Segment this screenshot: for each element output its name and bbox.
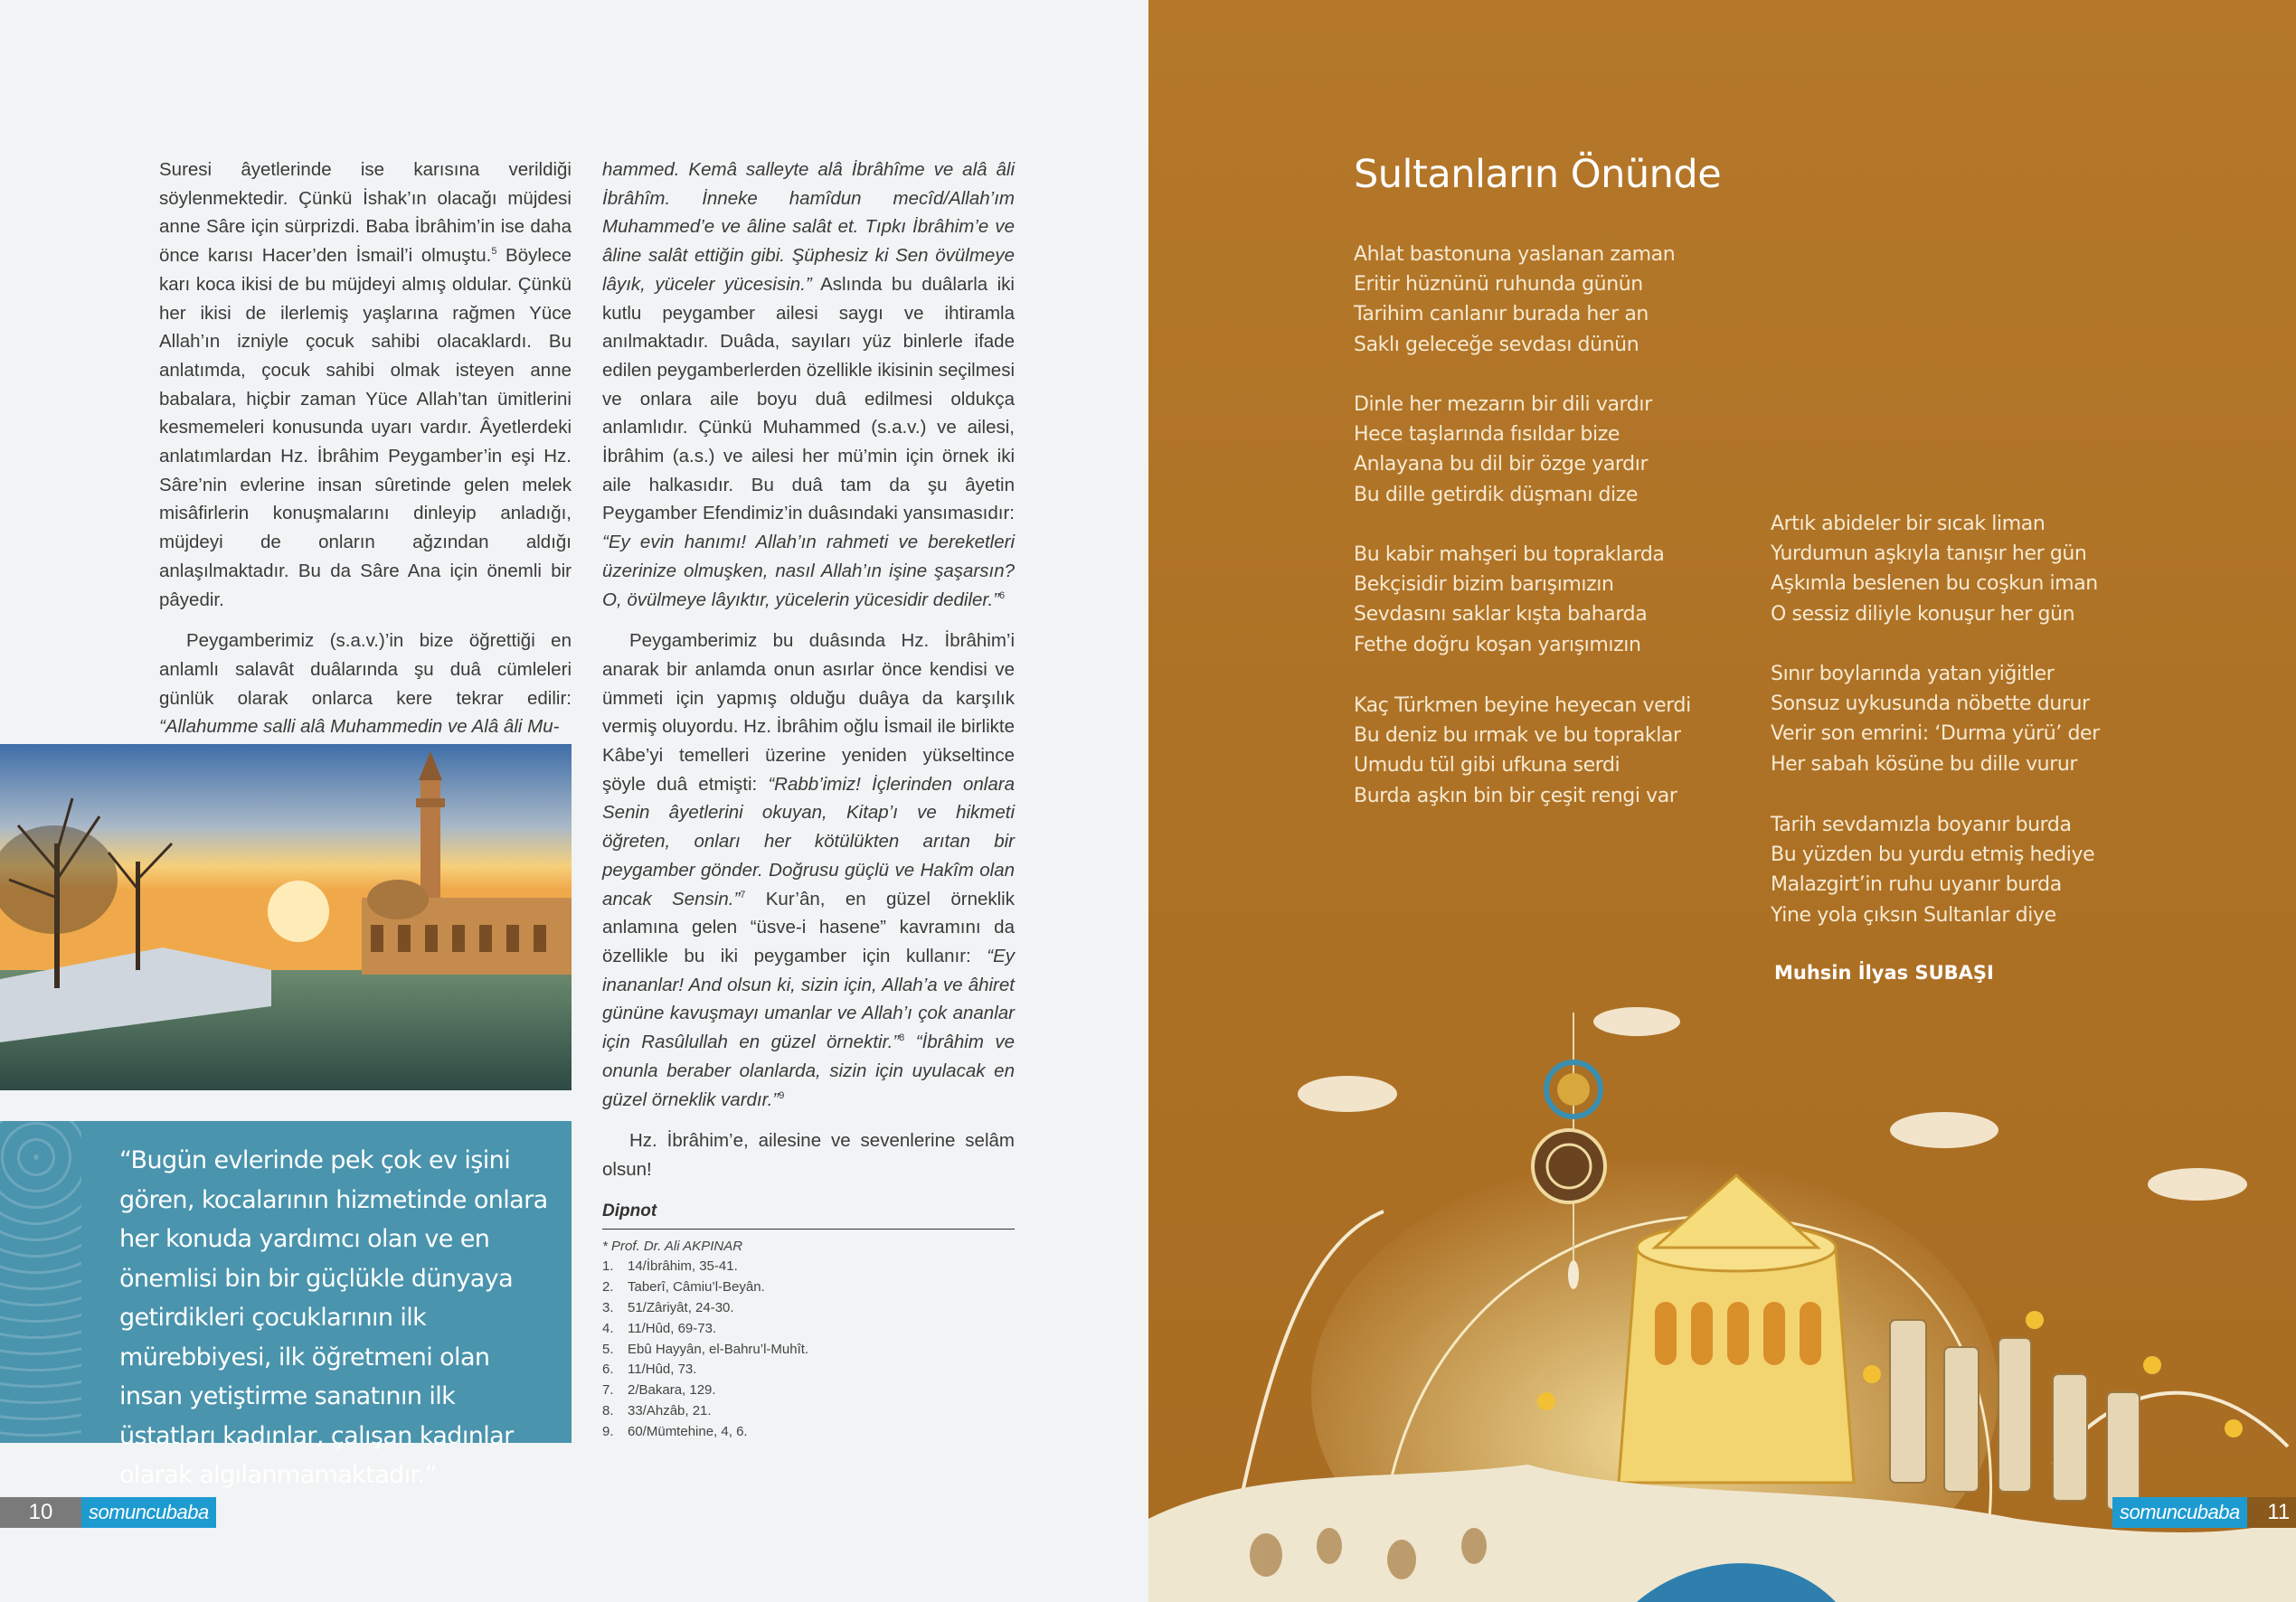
footnote-text: 2/Bakara, 129. bbox=[628, 1382, 716, 1399]
footnote-text: 51/Zâriyât, 24-30. bbox=[628, 1299, 734, 1315]
footnote-item bbox=[602, 1422, 1015, 1443]
italic-text: “Ey inananlar! And olsun ki, sizin için, Allah’a ve âhiret gününe kavuşmayı umanlar ve Allah’ı çok ananlar için Rasûlullah en güzel örnektir.” bbox=[602, 945, 1015, 1053]
footer-right bbox=[2112, 1497, 2296, 1528]
poem-line: Her sabah kösüne bu dille vurur bbox=[1771, 752, 2078, 776]
footnote-item bbox=[602, 1401, 1015, 1422]
body-text: Suresi âyetlerinde ise karısına verildiği söylenmektedir. Çünkü İshak’ın olacağı müjdesi anne Sâre için sürprizdi. Baba İbrâhim’in ise daha önce karısı Hacer’den İsmail’i olmuştu. bbox=[159, 159, 572, 267]
mosque-pool-illustration bbox=[0, 744, 572, 1090]
footnote-number: 6. bbox=[602, 1362, 614, 1378]
footnote-text: Taberî, Câmiu’l-Beyân. bbox=[628, 1279, 765, 1296]
poem-title: Sultanların Önünde bbox=[1354, 152, 1722, 197]
footnote-ref: 6 bbox=[999, 589, 1006, 601]
footnote-text: 11/Hûd, 69-73. bbox=[628, 1320, 717, 1336]
footnotes-list bbox=[602, 1257, 1015, 1442]
footnote-text: 60/Mümtehine, 4, 6. bbox=[628, 1423, 748, 1439]
poem-line: Tarihim canlanır burada her an bbox=[1354, 303, 1649, 326]
poem-line: Bu yüzden bu yurdu etmiş hediye bbox=[1771, 843, 2095, 867]
italic-text: “Rabb’imiz! İçlerinden onlara Senin âyetlerini okuyan, Kitap’ı ve hikmeti öğreten, onları her kötülükten arıtan bir peygamber gönder. Doğrusu güçlü ve Hakîm olan ancak Sensin.” bbox=[602, 773, 1015, 909]
poem-line: Bu kabir mahşeri bu topraklarda bbox=[1354, 543, 1665, 566]
poem-line: O sessiz diliyle konuşur her gün bbox=[1771, 602, 2075, 626]
poem-line: Artık abideler bir sıcak liman bbox=[1771, 513, 2046, 535]
paragraph bbox=[602, 155, 1015, 614]
italic-text: hammed. Kemâ salleyte alâ İbrâhîme ve alâ âli İbrâhîm. İnneke hamîdun mecîd/Allah’ım Muhammed’e ve âline salât et. Tıpkı İbrâhim’e ve âline salât ettiğin gibi. Şüphesiz ki Sen övülmeye lâyık, yüceler yücesisin.” bbox=[602, 159, 1015, 295]
footnote-ref: 8 bbox=[899, 1032, 905, 1044]
ornamental-pattern bbox=[0, 1121, 81, 1443]
poem-line: Sonsuz uykusunda nöbette durur bbox=[1771, 693, 2090, 716]
footnote-item bbox=[602, 1277, 1015, 1298]
footnote-item bbox=[602, 1381, 1015, 1401]
poem-line: Aşkımla beslenen bu coşkun iman bbox=[1771, 572, 2098, 596]
body-text: Peygamberimiz bu duâsında Hz. İbrâhim’i anarak bir anlamda onun asırlar önce kendisi ve ümmeti için yapmış olduğu duâya da karşılık vermiş oluyordu. Hz. İbrâhim oğlu İsmail ile birlikte Kâbe’yi temelleri üzerine yeniden yükseltince şöyle duâ etmişti: bbox=[602, 630, 1015, 795]
body-text: Hz. İbrâhim’e, ailesine ve sevenlerine selâm olsun! bbox=[602, 1130, 1015, 1180]
right-page bbox=[1148, 0, 2296, 1602]
poem-line: Umudu tül gibi ufkuna serdi bbox=[1354, 754, 1620, 777]
poem-line: Anlayana bu dil bir özge yardır bbox=[1354, 453, 1649, 476]
poem-stanza bbox=[1354, 540, 1665, 660]
poem-line: Tarih sevdamızla boyanır burda bbox=[1771, 814, 2072, 836]
poem-stanza bbox=[1771, 509, 2098, 629]
footnote-number: 9. bbox=[602, 1423, 614, 1439]
brand-logo: somuncubaba bbox=[81, 1497, 216, 1528]
brand-logo: somuncubaba bbox=[2112, 1497, 2247, 1528]
poem-line: Bu deniz bu ırmak ve bu topraklar bbox=[1354, 724, 1681, 748]
footnote-item bbox=[602, 1319, 1015, 1340]
pull-quote-box bbox=[0, 1121, 572, 1489]
footnote-number: 8. bbox=[602, 1402, 614, 1418]
body-text: Kur’ân, en güzel örneklik anlamına gelen “üsve-i hasene” kavramını da özellikle bu iki peygamber için kullanır: bbox=[602, 888, 1015, 966]
poem-line: Burda aşkın bin bir çeşit rengi var bbox=[1354, 784, 1677, 807]
author-credit: * Prof. Dr. Ali AKPINAR bbox=[602, 1239, 743, 1255]
poem-line: Hece taşlarında fısıldar bize bbox=[1354, 423, 1620, 447]
footnote-ref: 9 bbox=[779, 1089, 785, 1101]
page-number: 11 bbox=[2247, 1497, 2296, 1528]
poem-line: Fethe doğru koşan yarışımızın bbox=[1354, 633, 1641, 656]
poem-line: Yurdumun aşkıyla tanışır her gün bbox=[1771, 542, 2087, 566]
footnotes-title: Dipnot bbox=[602, 1201, 657, 1220]
body-text: Aslında bu duâlarla iki kutlu peygamber ailesi saygı ve ihtiramla anılmaktadır. Duâda, sayıları yüz binlerle ifade edilen peygamberlerden özellikle ikisinin seçilmesi ve onlara aile boyu duâ edilmesi oldukça anlamlıdır. Çünkü Muhammed (s.a.v.) ve ailesi, İbrâhim (a.s.) ve ailesi her mü’min için örnek iki aile halkasıdır. Bu duâ tam da şu âyetin Peygamber Efendimiz’in duâsındaki yansımasıdır: bbox=[602, 273, 1015, 524]
footer-left bbox=[0, 1497, 216, 1528]
footnote-item bbox=[602, 1340, 1015, 1361]
italic-text: “İbrâhim ve onunla beraber olanlarda, sizin için uyulacak en güzel örneklik vardır.” bbox=[602, 1032, 1015, 1110]
poem-line: Yine yola çıksın Sultanlar diye bbox=[1771, 903, 2056, 927]
footnote-text: 14/İbrâhim, 35-41. bbox=[628, 1258, 738, 1275]
footnote-item bbox=[602, 1257, 1015, 1277]
poem-line: Kaç Türkmen beyine heyecan verdi bbox=[1354, 694, 1691, 717]
poet-name: Muhsin İlyas SUBAŞI bbox=[1774, 962, 1994, 984]
poem-stanza bbox=[1354, 691, 1691, 811]
italic-text: “Allahumme salli alâ Muhammedin ve Alâ âli Mu- bbox=[159, 716, 560, 738]
footnote-text: Ebû Hayyân, el-Bahru’l-Muhît. bbox=[628, 1341, 809, 1357]
footnote-text: 33/Ahzâb, 21. bbox=[628, 1402, 712, 1418]
footnote-number: 3. bbox=[602, 1299, 614, 1315]
poem-line: Eritir hüznünü ruhunda günün bbox=[1354, 273, 1643, 297]
poem-line: Verir son emrini: ‘Durma yürü’ der bbox=[1771, 722, 2100, 746]
footnotes-divider bbox=[602, 1229, 1015, 1230]
text-column-2 bbox=[602, 155, 1015, 1442]
italic-text: “Ey evin hanımı! Allah’ın rahmeti ve bereketleri üzerinize olmuşken, nasıl Allah’ın işine şaşarsın? O, övülmeye lâyıktır, yücelerin yücesidir dediler.” bbox=[602, 532, 1015, 610]
poem-line: Bu dille getirdik düşmanı dize bbox=[1354, 483, 1639, 506]
paragraph bbox=[602, 1126, 1015, 1183]
footnote-number: 5. bbox=[602, 1341, 614, 1357]
text-column-1 bbox=[159, 155, 572, 741]
paragraph bbox=[159, 627, 572, 741]
poem-stanza bbox=[1771, 659, 2100, 779]
poem-line: Saklı geleceğe sevdası dünün bbox=[1354, 333, 1639, 356]
footnote-item bbox=[602, 1360, 1015, 1381]
poem-stanza bbox=[1771, 810, 2094, 930]
poem-line: Sınır boylarında yatan yiğitler bbox=[1771, 663, 2055, 685]
body-text: Böylece karı koca ikisi de bu müjdeyi almış oldular. Çünkü her ikisi de ilerlemiş yaşlarına rağmen Yüce Allah’ın izniyle çocuk sahibi olacaklardı. Bu anlatımda, çocuk sahibi olmak isteyen anne babalara, hiçbir zaman Yüce Allah’tan ümitlerini kesmemeleri konusunda uyarı vardır. Âyetlerdeki anlatımlardan Hz. İbrâhim Peygamber’in eşi Hz. Sâre’nin evlerine insan sûretinde gelen melek misâfirlerin konuşmalarını dinleyip anladığı, müjdeyi de onların ağzından aldığı anlaşılmaktadır. Bu da Sâre Ana için önemli bir pâyedir. bbox=[159, 245, 572, 610]
paragraph bbox=[602, 627, 1015, 1114]
page-number: 10 bbox=[0, 1497, 81, 1528]
footnote-number: 2. bbox=[602, 1279, 614, 1296]
footnote-number: 7. bbox=[602, 1382, 614, 1399]
poem-line: Bekçisidir bizim barışımızın bbox=[1354, 573, 1614, 597]
footnote-number: 4. bbox=[602, 1320, 614, 1336]
body-text: Peygamberimiz (s.a.v.)’in bize öğrettiği en anlamlı salavât duâlarında şu duâ cümleleri günlük olarak onlarca kere tekrar edilir: bbox=[159, 630, 572, 709]
footnote-ref: 5 bbox=[491, 246, 497, 258]
poem-line: Sevdasını saklar kışta baharda bbox=[1354, 603, 1648, 627]
poem-line: Dinle her mezarın bir dili vardır bbox=[1354, 393, 1652, 416]
paragraph bbox=[159, 155, 572, 614]
footnote-ref: 7 bbox=[740, 889, 746, 900]
footnote-item bbox=[602, 1298, 1015, 1319]
mosque-pool-photo bbox=[0, 744, 572, 1090]
footnote-text: 11/Hûd, 73. bbox=[628, 1362, 697, 1378]
poem-line: Ahlat bastonuna yaslanan zaman bbox=[1354, 243, 1676, 266]
footnote-number: 1. bbox=[602, 1258, 614, 1275]
poem-line: Malazgirt’in ruhu uyanır burda bbox=[1771, 873, 2062, 897]
poem-stanza bbox=[1354, 390, 1652, 510]
pull-quote-text: “Bugün evlerinde pek çok ev işini gören, kocalarının hizmetinde onlara her konuda yardımcı olan ve en önemlisi bin bir güçlükle dünyaya getirdikleri çocuklarının ilk mürebbiyesi, ilk öğretmeni olan insan yetiştirme sanatının ilk üstatları kadınlar, çalışan kadınlar olarak algılanmamaktadır.” bbox=[119, 1146, 548, 1489]
poem-stanza bbox=[1354, 240, 1675, 360]
